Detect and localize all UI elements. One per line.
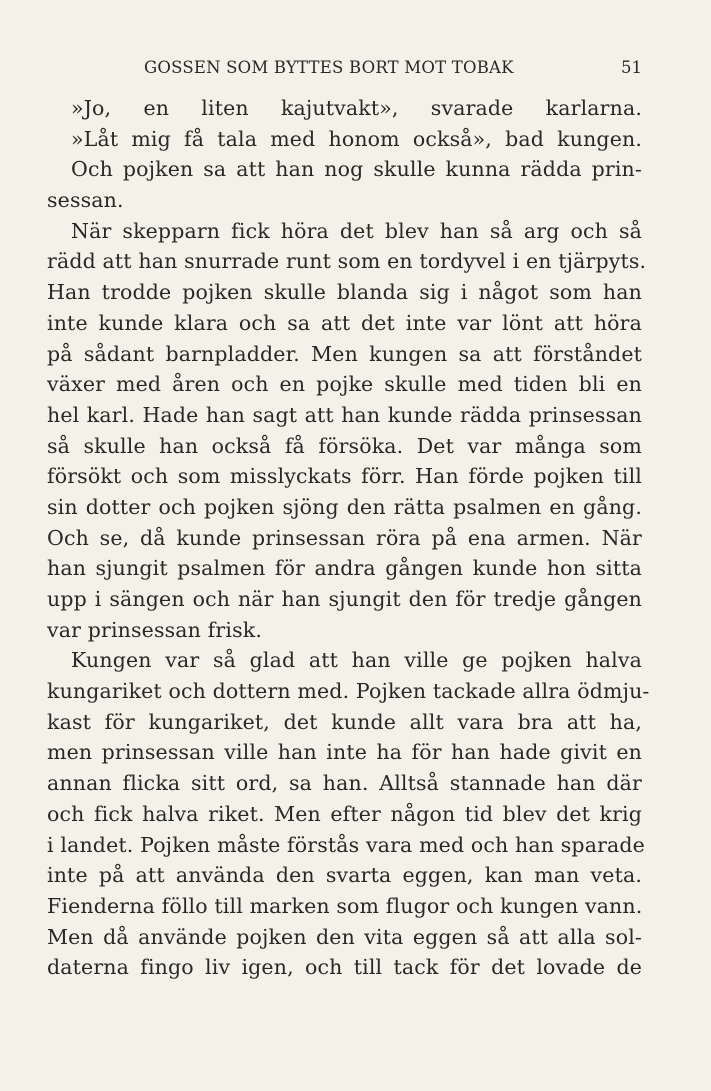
text-line: kast för kungariket, det kunde allt vara bra att ha, — [47, 709, 642, 734]
text-line: daterna fingo liv igen, och till tack för det lovade de — [47, 955, 642, 980]
text-line: hel karl. Hade han sagt att han kunde rädda prinsessan — [47, 402, 642, 427]
text-line: Fienderna föllo till marken som flugor och kungen vann. — [47, 893, 643, 918]
text-line: När skepparn fick höra det blev han så arg och så — [71, 218, 642, 243]
text-line: Men då använde pojken den vita eggen så att alla sol- — [47, 924, 642, 949]
text-line: så skulle han också få försöka. Det var många som — [47, 433, 642, 458]
text-line: sessan. — [47, 188, 124, 213]
text-line: »Låt mig få tala med honom också», bad kungen. — [71, 126, 642, 151]
text-line: växer med åren och en pojke skulle med tiden bli en — [47, 372, 642, 397]
page-number: 51 — [621, 58, 642, 77]
text-line: och fick halva riket. Men efter någon tid blev det krig — [47, 801, 642, 826]
text-line: på sådant barnpladder. Men kungen sa att förståndet — [47, 341, 642, 366]
running-title: GOSSEN SOM BYTTES BORT MOT TOBAK — [144, 58, 514, 77]
text-line: han sjungit psalmen för andra gången kunde hon sitta — [47, 556, 642, 581]
text-line: rädd att han snurrade runt som en tordyvel i en tjärpyts. — [47, 249, 647, 274]
running-head — [47, 58, 642, 82]
text-line: »Jo, en liten kajutvakt», svarade karlarna. — [71, 96, 642, 120]
text-line: men prinsessan ville han inte ha för han hade givit en — [47, 740, 642, 765]
text-line: försökt och som misslyckats förr. Han förde pojken till — [47, 464, 642, 489]
text-line: Han trodde pojken skulle blanda sig i något som han — [47, 280, 642, 305]
text-line: kungariket och dottern med. Pojken tackade allra ödmju- — [47, 679, 650, 704]
text-line: inte på att använda den svarta eggen, kan man veta. — [47, 863, 642, 888]
text-line: var prinsessan frisk. — [47, 617, 262, 642]
text-line: inte kunde klara och sa att det inte var lönt att höra — [47, 310, 642, 335]
text-line: i landet. Pojken måste förstås vara med och han sparade — [47, 832, 645, 857]
text-line: Och pojken sa att han nog skulle kunna rädda prin- — [71, 157, 642, 182]
text-line: annan flicka sitt ord, sa han. Alltså stannade han där — [47, 771, 642, 796]
text-line: sin dotter och pojken sjöng den rätta psalmen en gång. — [47, 494, 642, 519]
text-line: upp i sängen och när han sjungit den för tredje gången — [47, 587, 642, 611]
text-line: Och se, då kunde prinsessan röra på ena armen. När — [47, 525, 642, 550]
body-text — [47, 93, 650, 983]
text-line: Kungen var så glad att han ville ge pojken halva — [71, 648, 642, 673]
